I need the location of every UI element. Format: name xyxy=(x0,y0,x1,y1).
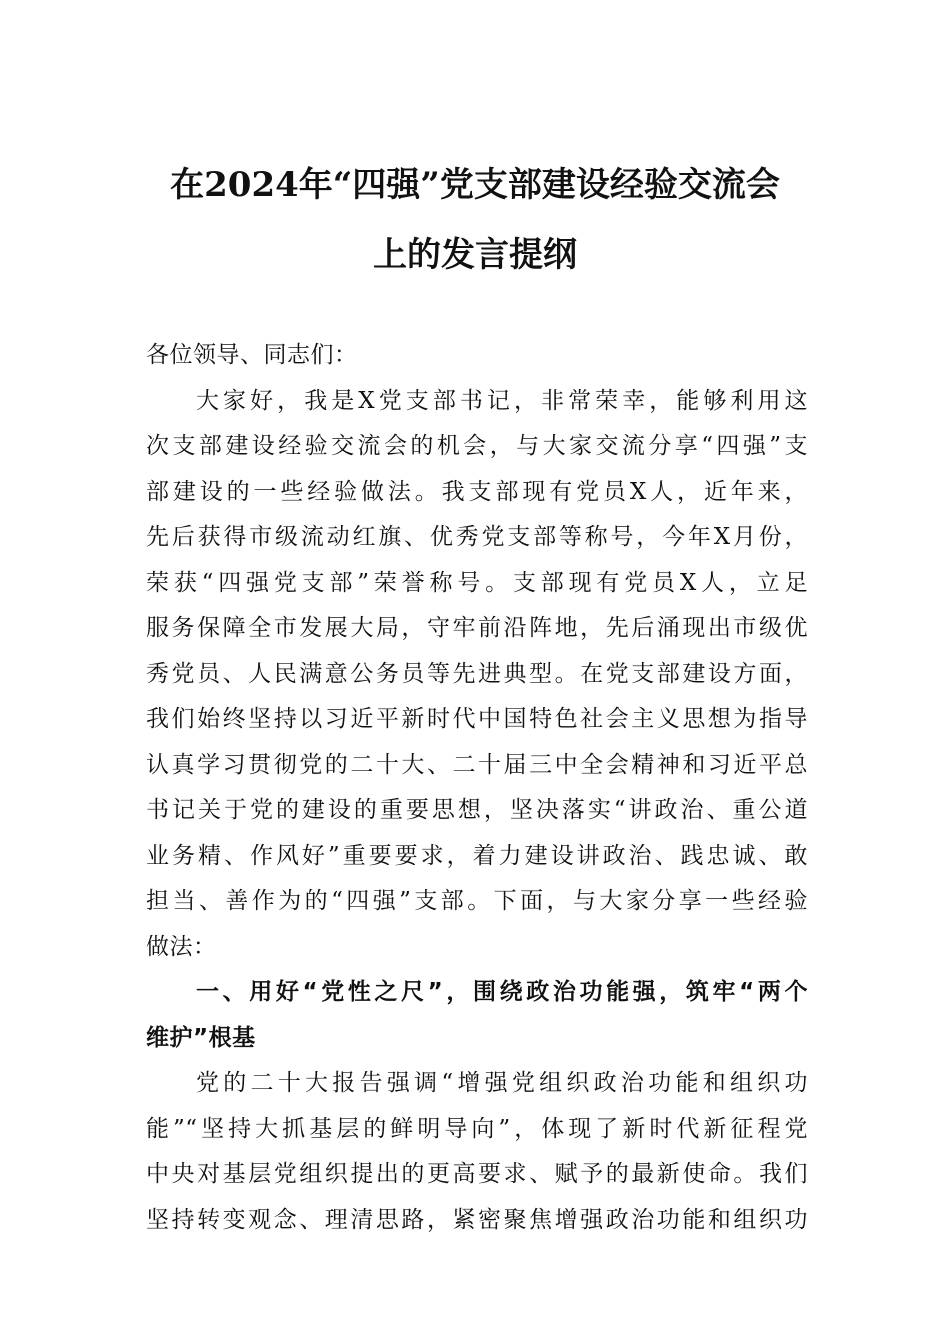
paragraph-1-line: 业务精、作风好”重要要求，着力建设讲政治、践忠诚、敢 xyxy=(146,842,808,869)
paragraph-1-line: 认真学习贯彻党的二十大、二十届三中全会精神和习近平总 xyxy=(146,751,808,778)
paragraph-2-line: 能”“坚持大抓基层的鲜明导向”，体现了新时代新征程党 xyxy=(146,1115,808,1142)
paragraph-1-line: 我们始终坚持以习近平新时代中国特色社会主义思想为指导 xyxy=(146,706,808,732)
paragraph-1-line: 秀党员、人民满意公务员等先进典型。在党支部建设方面， xyxy=(146,660,808,687)
paragraph-1-line: 大家好，我是X党支部书记，非常荣幸，能够利用这 xyxy=(196,387,808,414)
paragraph-1-line: 书记关于党的建设的重要思想，坚决落实“讲政治、重公道 xyxy=(146,797,808,823)
document-title-line-1: 在2024年“四强”党支部建设经验交流会 xyxy=(170,165,780,205)
paragraph-2-line: 党的二十大报告强调“增强党组织政治功能和组织功 xyxy=(196,1070,808,1096)
paragraph-1-line: 做法： xyxy=(146,933,217,960)
paragraph-2-line: 坚持转变观念、理清思路，紧密聚焦增强政治功能和组织功 xyxy=(146,1206,808,1233)
paragraph-1-line: 服务保障全市发展大局，守牢前沿阵地，先后涌现出市级优 xyxy=(146,615,808,641)
document-title-line-2: 上的发言提纲 xyxy=(373,235,577,275)
paragraph-1-line: 先后获得市级流动红旗、优秀党支部等称号，今年X月份， xyxy=(146,524,808,550)
document-body xyxy=(146,333,808,1243)
salutation: 各位领导、同志们： xyxy=(146,342,358,368)
section-heading-1-line: 一、用好“党性之尺”，围绕政治功能强，筑牢“两个 xyxy=(196,979,808,1005)
section-heading-1-line: 维护”根基 xyxy=(146,1024,256,1051)
paragraph-2-line: 中央对基层党组织提出的更高要求、赋予的最新使命。我们 xyxy=(146,1161,808,1187)
paragraph-1-line: 担当、善作为的“四强”支部。下面，与大家分享一些经验 xyxy=(146,888,808,914)
paragraph-1-line: 次支部建设经验交流会的机会，与大家交流分享“四强”支 xyxy=(146,433,808,459)
paragraph-1-line: 荣获“四强党支部”荣誉称号。支部现有党员X人，立足 xyxy=(146,569,808,596)
paragraph-1-line: 部建设的一些经验做法。我支部现有党员X人，近年来， xyxy=(146,478,808,505)
